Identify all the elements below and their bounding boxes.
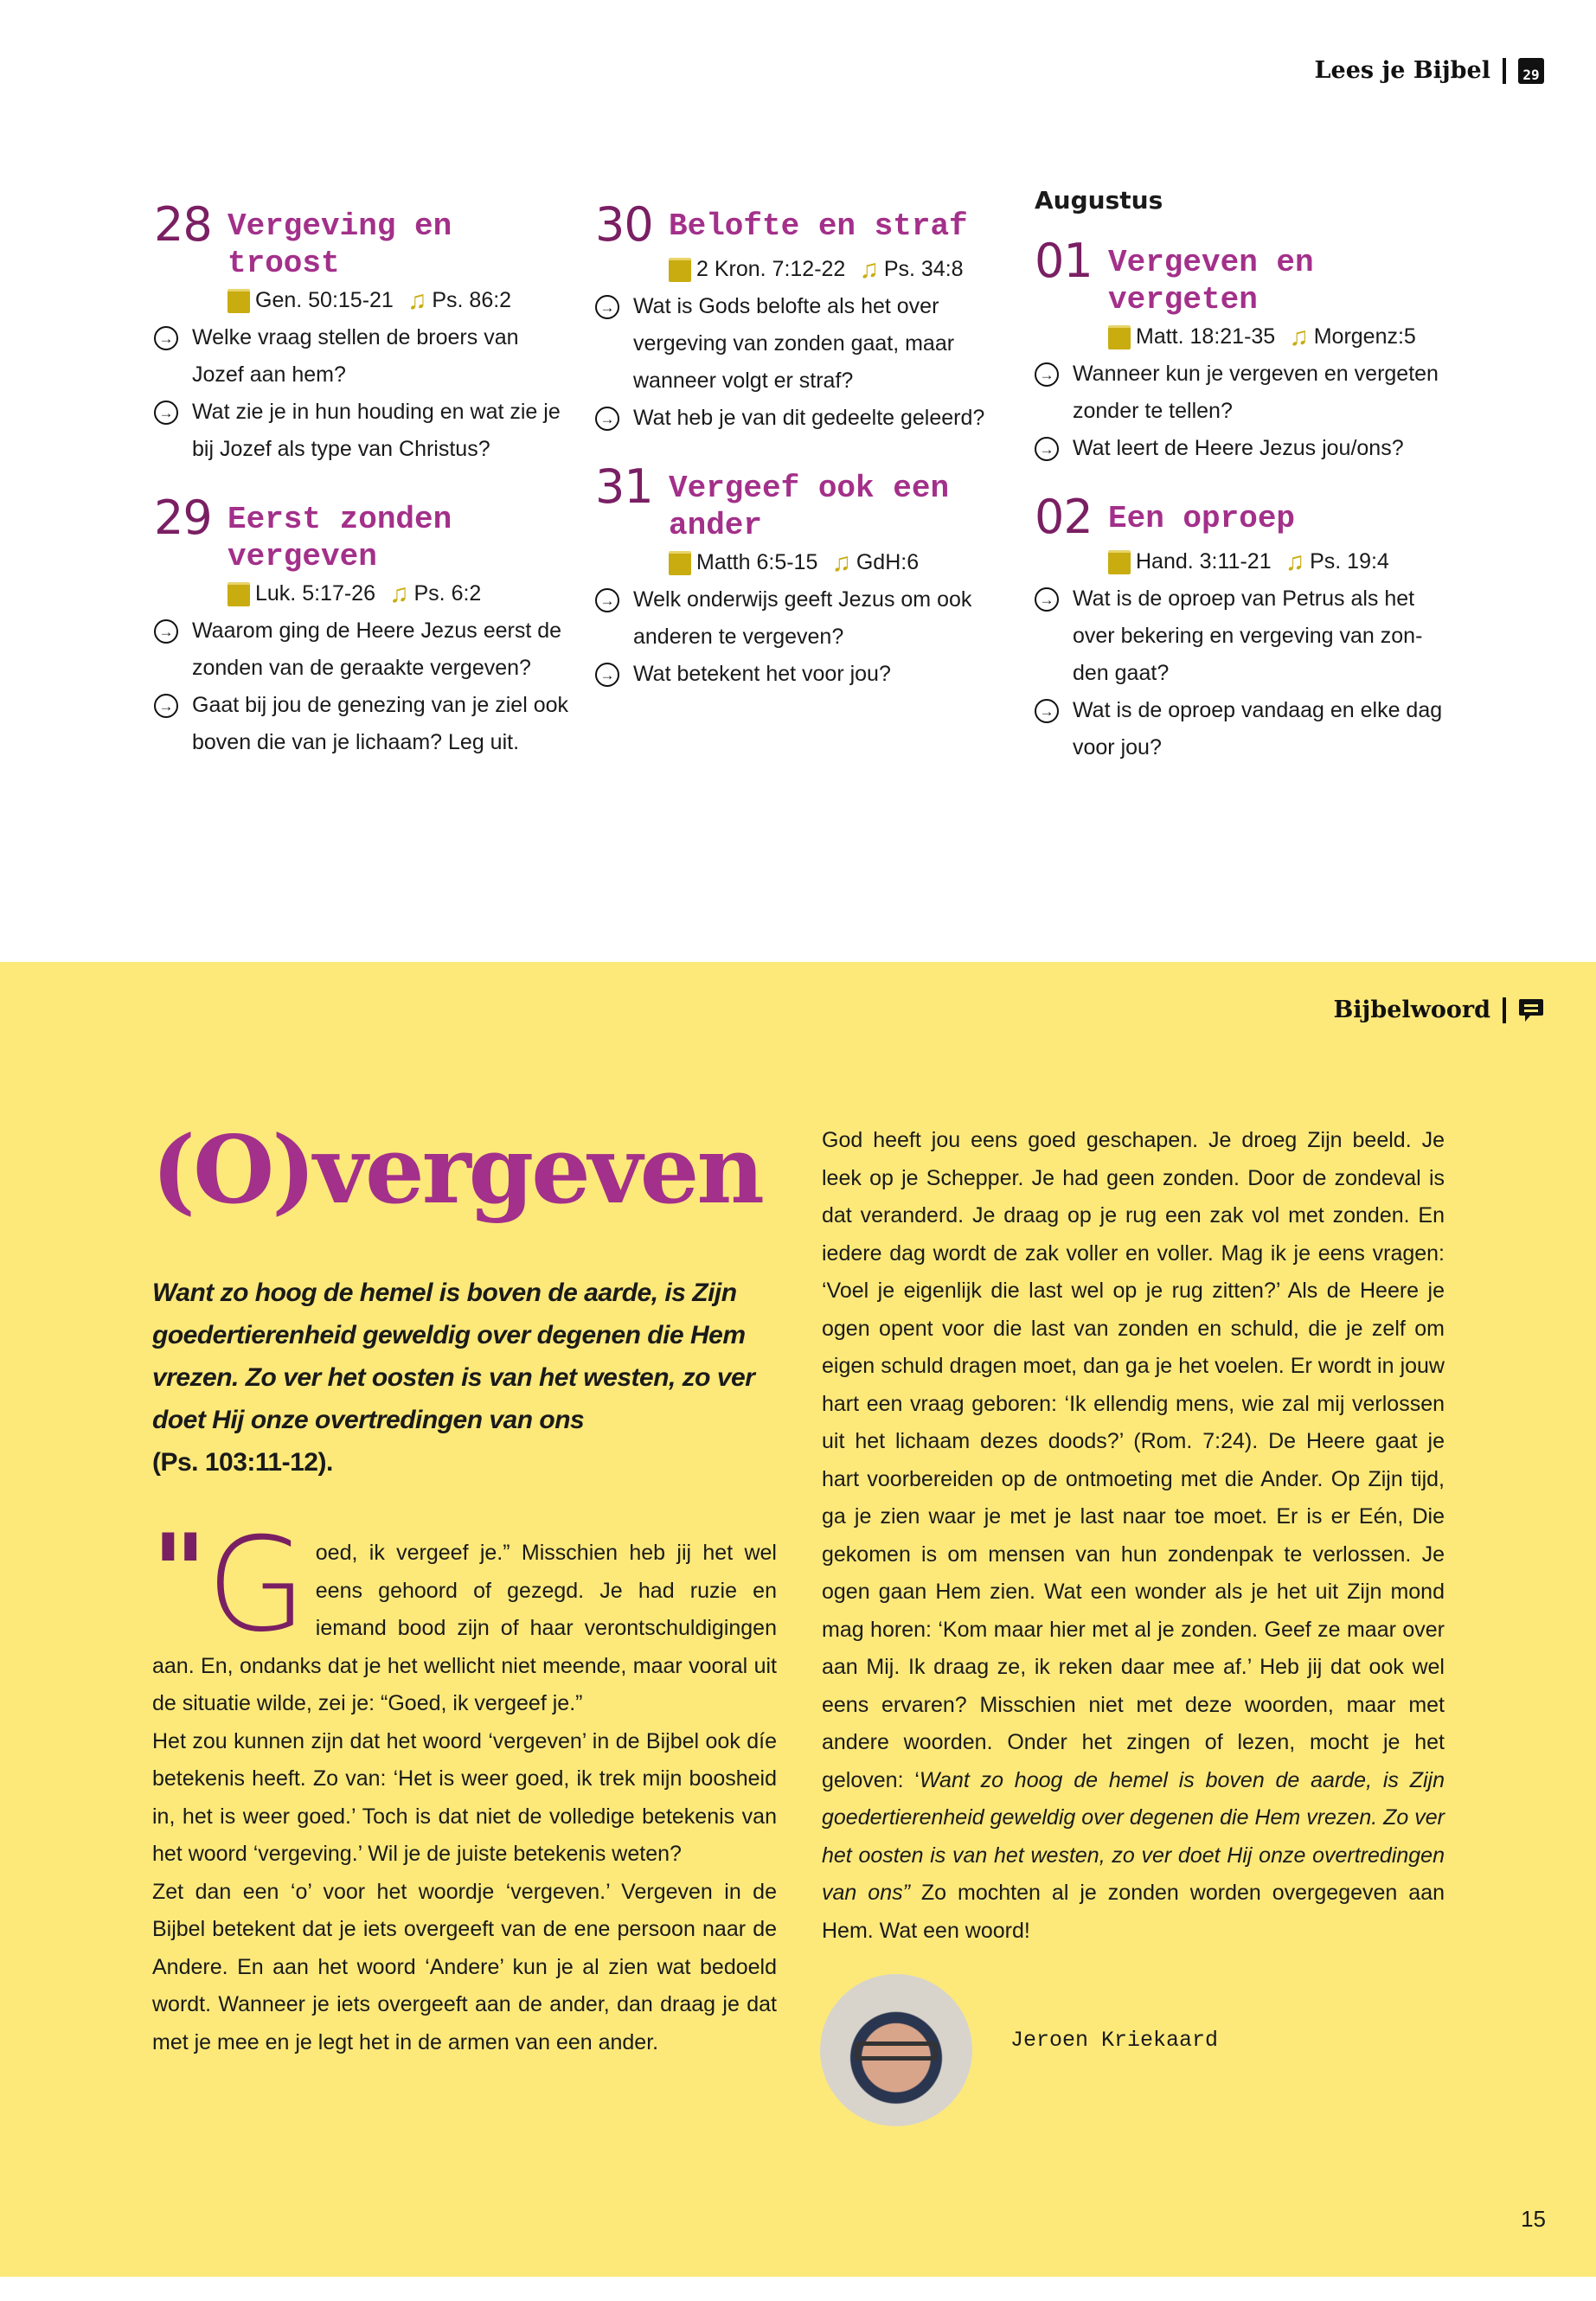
bible-reading: Hand. 3:11-21 (1136, 549, 1272, 574)
day-number: 31 (595, 459, 653, 514)
question-text: Welke vraag stellen de broers van Jozef aan hem? (192, 325, 519, 387)
bible-reading: Matt. 18:21-35 (1136, 324, 1276, 349)
arrow-circle-icon: → (1035, 699, 1059, 723)
question-text: Wat is de oproep van Petrus als het over bekering en vergeving van zonden gaat? (1073, 586, 1423, 685)
song: Ps. 86:2 (432, 288, 512, 312)
speech-bubble-icon (1518, 997, 1544, 1023)
music-note-icon: ♫ (831, 548, 851, 577)
question-text: Wat betekent het voor jou? (633, 662, 891, 686)
reading-column-3 (1035, 186, 1450, 791)
arrow-circle-icon: → (154, 694, 178, 718)
song: Ps. 19:4 (1310, 549, 1389, 574)
reading-entry (154, 492, 569, 761)
arrow-circle-icon: → (595, 295, 619, 319)
entry-title: Vergeef ook een ander (669, 471, 950, 543)
question-text: Wat is Gods belofte als het over vergeving van zonden gaat, maar wanneer volgt er straf? (633, 294, 955, 393)
question (595, 400, 1010, 437)
bible-book-icon (669, 551, 691, 575)
bible-reading: Matth 6:5-15 (696, 550, 818, 574)
question-text: Wat leert de Heere Jezus jou/ons? (1073, 436, 1404, 460)
arrow-circle-icon: → (595, 407, 619, 431)
page-number: 15 (1521, 2206, 1546, 2232)
quote-text: Want zo hoog de hemel is boven de aarde, is Zijn goedertierenheid geweldig over degenen die Hem vrezen. Zo ver het oosten is van het westen, zo ver doet Hij onze overtredingen van ons (152, 1279, 755, 1434)
bible-book-icon (228, 582, 250, 606)
question (1035, 356, 1450, 430)
bible-reading: 2 Kron. 7:12-22 (696, 257, 846, 281)
question-text: Wat heb je van dit gedeelte geleerd? (633, 406, 985, 430)
reading-entry (1035, 491, 1450, 766)
divider (1503, 997, 1506, 1023)
arrow-circle-icon: → (1035, 437, 1059, 461)
entry-title: Vergeven en vergeten (1108, 245, 1314, 317)
question (1035, 692, 1450, 766)
header-title: Lees je Bijbel (1314, 57, 1490, 84)
arrow-circle-icon: → (154, 326, 178, 350)
entry-title: Belofte en straf (669, 208, 968, 244)
question-text: Wanneer kun je vergeven en vergeten zonder te tellen? (1073, 362, 1439, 423)
song: Morgenz:5 (1313, 324, 1416, 349)
arrow-circle-icon: → (154, 401, 178, 425)
question (1035, 580, 1450, 692)
question (595, 581, 1010, 656)
reading-entry (595, 199, 1010, 437)
entry-title: Vergeving en troost (228, 208, 452, 281)
bible-book-icon (228, 289, 250, 313)
question (154, 687, 569, 761)
day-number: 28 (154, 197, 212, 252)
arrow-circle-icon: → (595, 588, 619, 612)
bible-reading: Gen. 50:15-21 (255, 288, 394, 312)
question (154, 319, 569, 394)
question-text: Gaat bij jou de genezing van je ziel ook boven die van je lichaam? Leg uit. (192, 693, 569, 754)
question-text: Welk onderwijs geeft Jezus om ook anderen te vergeven? (633, 587, 972, 649)
paragraph: Zet dan een ‘o’ voor het woordje ‘vergeven.’ Vergeven in de Bijbel betekent dat je iets overgeeft van de ene persoon naar de Andere. En aan het woord ‘Andere’ kun je al zien wat bedoeld wordt. Wanneer je iets overgeeft aan de ander, dan draag je dat met je mee en je legt het in de armen van een ander. (152, 1879, 777, 2054)
question (595, 288, 1010, 400)
reading-column-1 (154, 199, 569, 785)
question (154, 612, 569, 687)
quote-reference: (Ps. 103:11-12). (152, 1448, 333, 1477)
question-text: Waarom ging de Heere Jezus eerst de zonden van de geraakte vergeven? (192, 619, 562, 680)
arrow-circle-icon: → (595, 663, 619, 687)
song: Ps. 6:2 (413, 581, 482, 606)
day-number: 29 (154, 490, 212, 545)
bible-book-icon (1108, 325, 1131, 349)
bible-book-icon (1108, 550, 1131, 574)
day-number: 01 (1035, 234, 1093, 288)
question (154, 394, 569, 468)
bible-book-icon (669, 258, 691, 282)
reading-entry (595, 461, 1010, 693)
article-left-column (152, 1510, 777, 2061)
entry-title: Een oproep (1108, 501, 1296, 536)
divider (1503, 58, 1506, 84)
section-label: Bijbelwoord (1333, 997, 1490, 1023)
reading-entry (154, 199, 569, 468)
author-photo (820, 1974, 972, 2126)
drop-cap (152, 1510, 307, 1661)
question-text: Wat zie je in hun houding en wat zie je bij Jozef als type van Christus? (192, 400, 561, 461)
drop-letter: G (206, 1510, 307, 1661)
arrow-circle-icon: → (1035, 362, 1059, 387)
day-number: 30 (595, 197, 653, 252)
music-note-icon: ♫ (407, 286, 427, 315)
arrow-circle-icon: → (154, 619, 178, 644)
question (1035, 430, 1450, 467)
bible-quote (152, 1272, 784, 1484)
music-note-icon: ♫ (1289, 323, 1309, 351)
month-heading: Augustus (1035, 186, 1163, 215)
question-text: Wat is de oproep vandaag en elke dag voor jou? (1073, 698, 1443, 760)
song: Ps. 34:8 (883, 257, 964, 281)
paragraph: Het zou kunnen zijn dat het woord ‘vergeven’ in de Bijbel ook díe betekenis heeft. Zo van: ‘Het is weer goed, ik trek mijn boosheid in, het is weer goed.’ Toch is dat niet de volledige betekenis van het woord ‘vergeving.’ Wil je de juiste betekenis weten? (152, 1728, 777, 1866)
reading-column-2 (595, 199, 1010, 717)
article-right-column (822, 1122, 1445, 1950)
day-number: 02 (1035, 490, 1093, 544)
song: GdH:6 (856, 550, 920, 574)
drop-quote: " (152, 1511, 207, 1633)
music-note-icon: ♫ (389, 580, 409, 608)
article-title: (O)vergeven (151, 1116, 762, 1225)
music-note-icon: ♫ (1285, 548, 1305, 576)
paragraph-end: Zo mochten al je zonden worden overgegeven aan Hem. Wat een woord! (822, 1881, 1445, 1943)
author-name: Jeroen Kriekaard (1010, 2028, 1219, 2053)
reading-entry (1035, 235, 1450, 467)
italic-quote: Want zo hoog de hemel is boven de aarde, is Zijn goedertierenheid geweldig over degenen die Hem vrezen. Zo ver het oosten is van het westen, zo ver doet Hij onze overtredingen van ons” (822, 1767, 1445, 1905)
paragraph: God heeft jou eens goed geschapen. Je droeg Zijn beeld. Je leek op je Schepper. Je had geen zonden. Door de zondeval is dat veranderd. Je draag op je rug een zak vol met zonden. En iedere dag wordt de zak voller en voller. Mag ik je eens vragen: ‘Voel je eigenlijk die last wel op je rug zitten?’ Als de Heere je ogen opent voor die last van zonden en schuld, die je zelf om eigen schuld dragen moet, dan ga je het voelen. Er wordt in jouw hart een vraag geboren: ‘Ik ellendig mens, wie zal mij verlossen uit het lichaam dezes doods?’ (Rom. 7:24). De Heere gaat je hart voorbereiden op de ontmoeting met die Ander. Op Zijn tijd, ga je zien waar je met je last naar toe moet. Er is er Eén, Die gekomen is om mensen van hun zondenpak te verlossen. Je ogen gaan Hem zien. Wat een wonder als je het uit Zijn mond mag horen: ‘Kom maar hier met al je zonden. Geef ze maar over aan Mij. Ik draag ze, ik reken daar mee af.’ Heb jij dat ook wel eens ervaren? Misschien niet met deze woorden, maar met andere woorden. Onder het zingen of lezen, mocht je het geloven: ‘ (822, 1128, 1445, 1792)
arrow-circle-icon: → (1035, 587, 1059, 612)
paragraph: oed, ik vergeef je.” Misschien heb jij het wel eens gehoord of gezegd. Je had ruzie en iemand bood zijn of haar verontschuldigingen aan. En, ondanks dat je het wellicht niet meende, maar vooral uit de situatie wilde, zei je: “Goed, ik vergeef je.” (152, 1541, 777, 1715)
music-note-icon: ♫ (859, 255, 879, 284)
page-header (1315, 57, 1544, 84)
section-header (1333, 997, 1544, 1023)
calendar-icon: 29 (1518, 58, 1544, 84)
question (595, 656, 1010, 693)
entry-title: Eerst zonden vergeven (228, 502, 452, 574)
bible-reading: Luk. 5:17-26 (255, 581, 375, 606)
